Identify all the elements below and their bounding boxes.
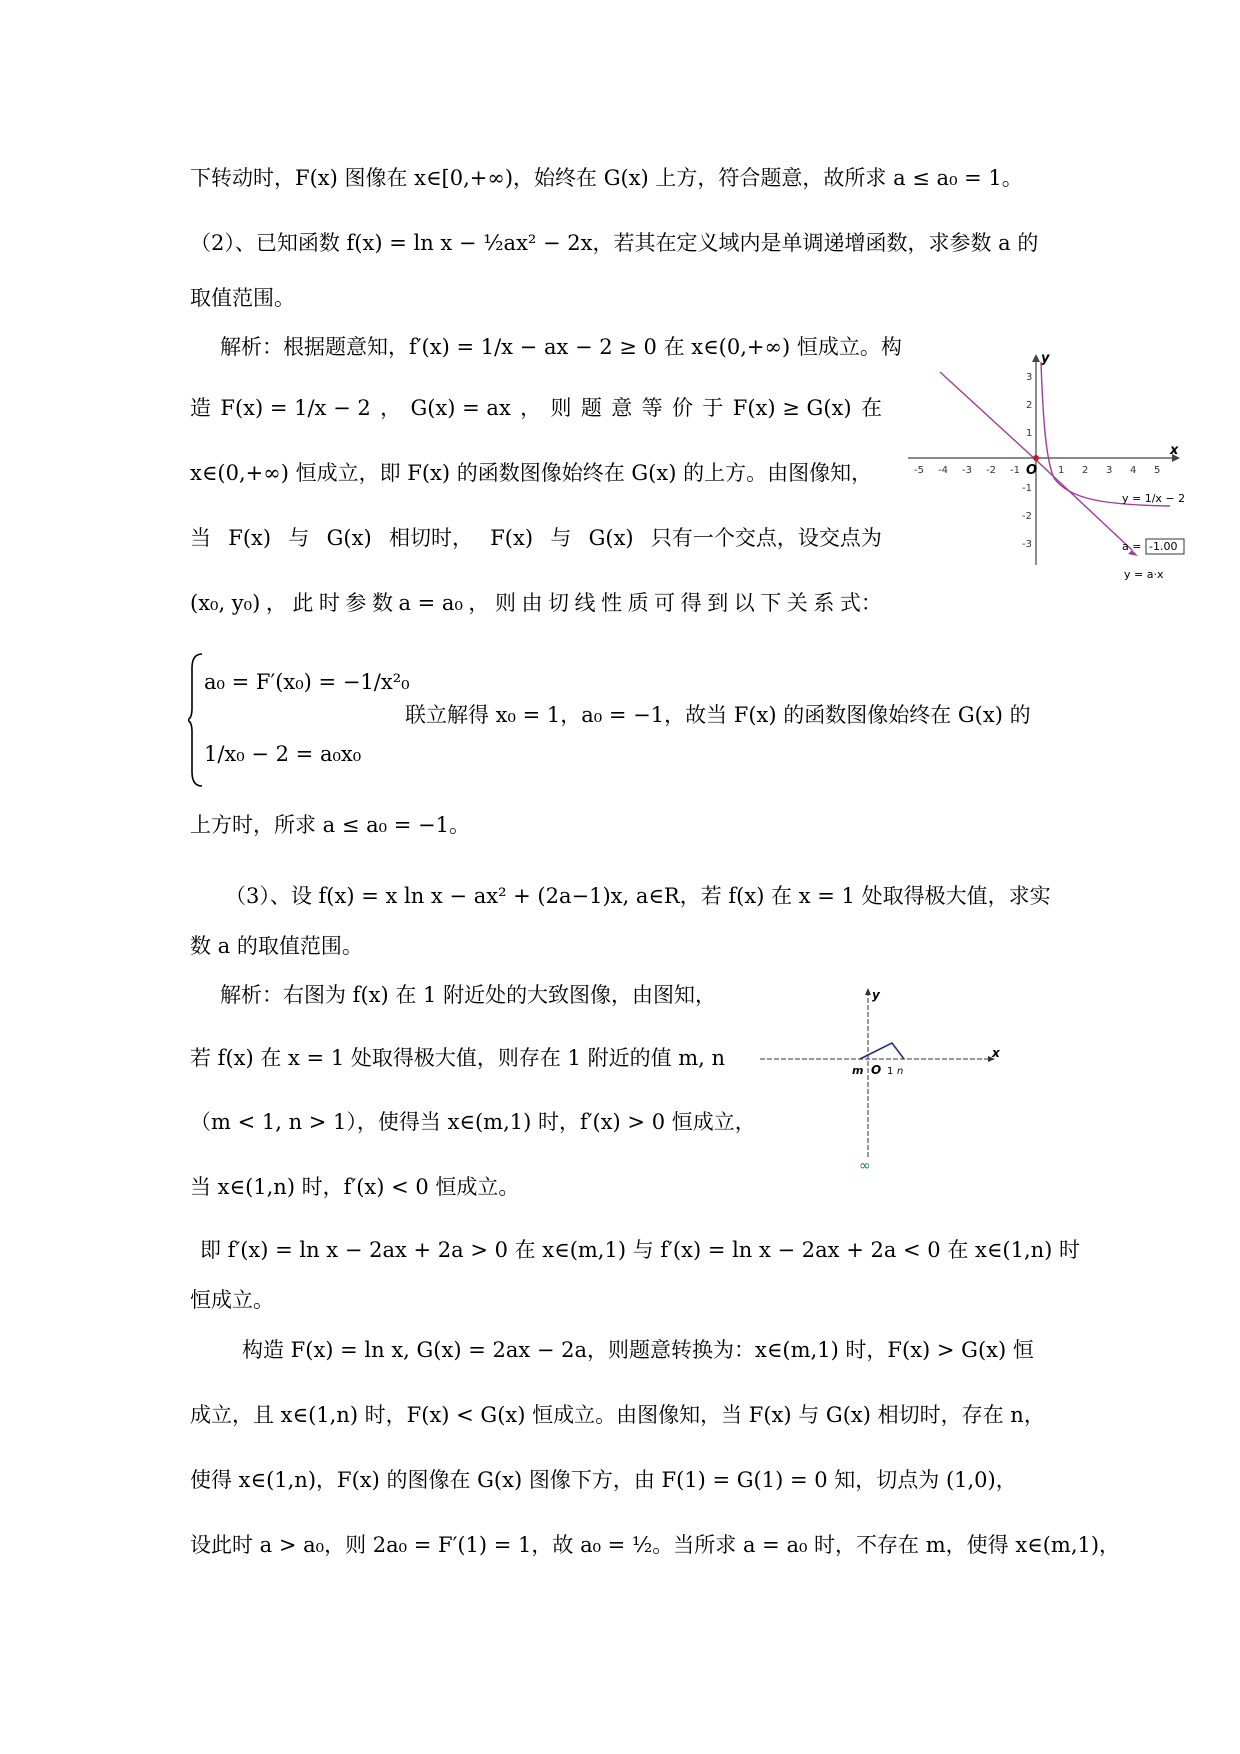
word: (x₀, y₀)	[190, 591, 261, 615]
word: 由	[521, 591, 543, 615]
word: 造	[190, 396, 211, 420]
word: F(x)	[490, 526, 534, 550]
word: 参	[345, 591, 367, 615]
graph-1	[900, 350, 1190, 590]
word: 数	[371, 591, 393, 615]
slider-value: -1.00	[1149, 540, 1178, 553]
text-line: 使得 x∈(1,n)，F(x) 的图像在 G(x) 图像下方，由 F(1) = G(1) = 0 知，切点为 (1,0)，	[190, 1468, 1017, 1492]
word: F(x) ≥ G(x)	[732, 396, 852, 420]
one-label: 1	[887, 1066, 894, 1077]
word: G(x) = ax	[410, 396, 511, 420]
word: 则	[550, 396, 572, 420]
text-line: 联立解得 x₀ = 1，a₀ = −1，故当 F(x) 的函数图像始终在 G(x) 的	[405, 703, 1031, 727]
x-tick-label: -1	[1010, 465, 1020, 476]
word: ，	[380, 396, 402, 420]
word: G(x)	[588, 526, 634, 550]
curve-label: y = 1/x − 2	[1122, 492, 1186, 505]
text-line: 数 a 的取值范围。	[190, 934, 363, 958]
y-axis-arrow-icon	[865, 988, 871, 995]
origin-point	[1033, 455, 1039, 461]
x-tick-label: -2	[986, 465, 996, 476]
text-line: 构造 F(x) = ln x, G(x) = 2ax − 2a，则题意转换为：x∈(m,1) 时，F(x) > G(x) 恒	[242, 1338, 1034, 1362]
word: 系	[813, 591, 835, 615]
word: ，	[520, 396, 542, 420]
y-tick-label: 3	[1026, 372, 1033, 383]
x-tick-label: 2	[1082, 465, 1089, 476]
word: 可	[654, 591, 676, 615]
text-line: 取值范围。	[190, 286, 295, 310]
y-tick-label: 1	[1026, 428, 1033, 439]
text-line: （m < 1, n > 1），使得当 x∈(m,1) 时，f′(x) > 0 恒成立，	[190, 1110, 756, 1134]
solution-line: 解析：根据题意知，f′(x) = 1/x − ax − 2 ≥ 0 在 x∈(0,+∞) 恒成立。构	[220, 335, 902, 359]
problem-3-statement: （3）、设 f(x) = x ln x − ax² + (2a−1)x, a∈R，若 f(x) 在 x = 1 处取得极大值，求实	[225, 884, 1051, 908]
word: ，	[265, 591, 287, 615]
text-line: 恒成立。	[190, 1288, 274, 1312]
curve-reciprocal	[1041, 362, 1170, 506]
word: 关	[786, 591, 808, 615]
word: F(x)	[228, 526, 272, 550]
word: 下	[760, 591, 782, 615]
word: 线	[574, 591, 596, 615]
word: 等	[641, 396, 663, 420]
word: 当	[190, 526, 211, 550]
word: 时	[318, 591, 340, 615]
text-line: 设此时 a > a₀，则 2a₀ = F′(1) = 1，故 a₀ = ½。当所求 a = a₀ 时，不存在 m，使得 x∈(m,1)，	[190, 1533, 1121, 1557]
y-tick-label: -2	[1022, 511, 1032, 522]
word: a = a₀	[398, 591, 463, 615]
origin-label: O	[871, 1063, 882, 1077]
word: 质	[627, 591, 649, 615]
x-tick-label: 1	[1058, 465, 1065, 476]
justified-line	[190, 593, 882, 614]
text-line: 下转动时，F(x) 图像在 x∈[0,+∞)，始终在 G(x) 上方，符合题意，故所求 a ≤ a₀ = 1。	[190, 166, 1023, 190]
word: 价	[672, 396, 694, 420]
graph-2	[752, 975, 1012, 1175]
text-line: x∈(0,+∞) 恒成立，即 F(x) 的函数图像始终在 G(x) 的上方。由图像知，	[190, 461, 873, 485]
text-line: 即 f′(x) = ln x − 2ax + 2a > 0 在 x∈(m,1) 与 f′(x) = ln x − 2ax + 2a < 0 在 x∈(1,n) 时	[200, 1238, 1081, 1262]
x-tick-label: 3	[1106, 465, 1113, 476]
text-line: 当 x∈(1,n) 时，f′(x) < 0 恒成立。	[190, 1175, 520, 1199]
y-axis-label: y	[1041, 351, 1050, 366]
x-tick-label: 5	[1154, 465, 1161, 476]
slider-label: a =	[1122, 540, 1142, 553]
word: ，	[468, 591, 490, 615]
system-equation-1: a₀ = F′(x₀) = −1/x²₀	[204, 670, 410, 694]
word: 在	[860, 396, 882, 420]
x-tick-label: -5	[914, 465, 924, 476]
y-tick-label: 2	[1026, 400, 1033, 411]
word: G(x)	[326, 526, 372, 550]
line-label: y = a·x	[1124, 568, 1164, 581]
word: 到	[707, 591, 729, 615]
word: 切	[548, 591, 569, 615]
x-tick-label: -4	[938, 465, 948, 476]
justified-line	[190, 528, 882, 549]
justified-line	[190, 398, 882, 419]
word: 于	[702, 396, 724, 420]
infinity-glyph: ∞	[859, 1158, 871, 1174]
x-tick-label: 4	[1130, 465, 1137, 476]
word: 与	[288, 526, 310, 550]
word: 与	[550, 526, 572, 550]
word: 意	[611, 396, 633, 420]
word: F(x) = 1/x − 2	[220, 396, 371, 420]
word: 得	[680, 591, 702, 615]
x-axis-label: x	[992, 1046, 1000, 1060]
x-tick-label: -3	[962, 465, 972, 476]
function-sketch	[860, 1043, 904, 1059]
word: 式：	[839, 591, 882, 615]
word: 相切时，	[388, 526, 473, 550]
problem-2-statement: （2）、已知函数 f(x) = ln x − ½ax² − 2x，若其在定义域内是单调递增函数，求参数 a 的	[190, 231, 1039, 255]
system-equation-2: 1/x₀ − 2 = a₀x₀	[204, 742, 362, 766]
text-line: 成立，且 x∈(1,n) 时，F(x) < G(x) 恒成立。由图像知，当 F(x) 与 G(x) 相切时，存在 n，	[190, 1403, 1045, 1427]
word: 此	[292, 591, 314, 615]
m-label: m	[852, 1064, 864, 1077]
y-tick-label: -3	[1022, 539, 1032, 550]
word: 只有一个交点，设交点为	[650, 526, 882, 550]
word: 以	[733, 591, 755, 615]
solution-line: 解析：右图为 f(x) 在 1 附近处的大致图像，由图知，	[220, 983, 717, 1007]
equation-system	[188, 650, 418, 790]
y-axis-arrow-icon	[1032, 354, 1040, 362]
n-label: n	[897, 1066, 904, 1077]
word: 题	[580, 396, 602, 420]
word: 则	[494, 591, 516, 615]
x-axis-label: x	[1170, 443, 1179, 458]
text-line: 上方时，所求 a ≤ a₀ = −1。	[190, 813, 470, 837]
y-tick-label: -1	[1022, 483, 1032, 494]
text-line: 若 f(x) 在 x = 1 处取得极大值，则存在 1 附近的值 m, n	[190, 1046, 726, 1070]
y-axis-label: y	[872, 988, 880, 1002]
origin-label: O	[1026, 463, 1038, 478]
word: 性	[601, 591, 623, 615]
